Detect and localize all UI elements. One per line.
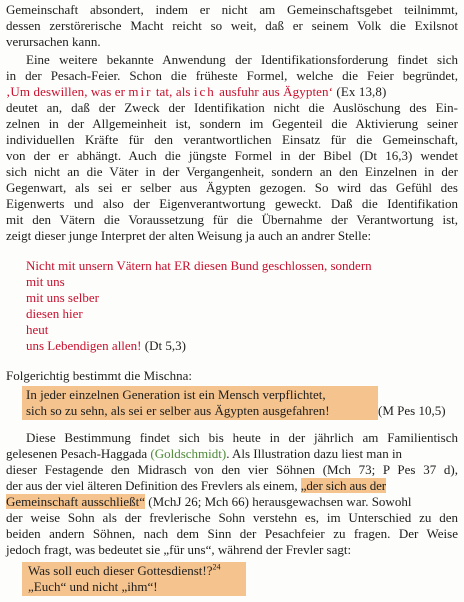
text-line: dessen zerstörerische Macht reicht so weit, daß er seinem Volk die Exilsnot: [6, 18, 458, 33]
highlighted-phrase: Gemeinschaft ausschließt“: [6, 494, 145, 509]
text-line: [6, 446, 458, 462]
text-line: verursachen kann.: [6, 34, 101, 49]
deut-quote-line: mit uns: [26, 274, 65, 289]
frevler-quote-line: Was soll euch dieser Gottesdienst!?$^{24}$: [28, 562, 221, 578]
footnote-marker: 24: [212, 562, 221, 572]
mischna-quote-line: sich so zu sehn, als sei er selber aus Ägypten ausgefahren!: [26, 403, 330, 418]
text-line: [6, 494, 458, 510]
text-fragment: (MchJ 26; Mch 66) herausgewachsen war. Sowohl: [144, 494, 412, 509]
deut-quote-line: heut: [26, 322, 49, 337]
text-line: Eigenwerts und also der Eigenverantwortung geweckt. Daß die Identifikation: [6, 196, 458, 211]
text-line: mit den Vätern die Voraussetzung für die Übernahme der Verantwortung ist,: [6, 212, 458, 227]
exodus-quote-emphasis: ich: [193, 84, 216, 99]
text-line: von der er abhängt. Auch die jüngste Formel in der Bibel (Dt 16,3) wendet: [6, 148, 458, 163]
frevler-quote-line: „Euch“ und nicht „ihm“!: [28, 579, 158, 594]
text-line: zeigt dieser junge Interpret der alten Weisung ja auch an andrer Stelle:: [6, 228, 372, 243]
text-line: in der Pesach-Feier. Schon die früheste Formel, welche die Feier begründet,: [6, 68, 458, 83]
deut-quote-line: mit uns selber: [26, 290, 99, 305]
text-line: sich nicht an die Väter in der Vergangenheit, sondern an den Einzelnen in der: [6, 164, 458, 179]
exodus-quote: ausfuhr aus Ägypten‘: [215, 84, 334, 99]
text-fragment: . Als Illustration dazu liest man in: [226, 446, 403, 461]
goldschmidt-reference: (Goldschmidt): [150, 446, 227, 461]
text-line: der weise Sohn als der frevlerische Sohn verstehn es, im Unterschied zu den: [6, 510, 458, 525]
text-line: dieser Festagende den Midrasch von den vier Söhnen (Mch 73; P Pes 37 d),: [6, 462, 458, 477]
text-line: beiden andern Söhnen, nach dem Sinn der Pesachfeier zu fragen. Der Weise: [6, 526, 458, 541]
text-line: Gegenwart, als sei er selber aus Ägypten gezogen. So wird das Gefühl des: [6, 180, 458, 195]
deut-quote: uns Lebendigen allen!: [26, 338, 142, 353]
mischna-quote-line: In jeder einzelnen Generation ist ein Mensch verpflichtet,: [26, 387, 326, 402]
text-fragment: gelesenen Pesach-Haggada: [6, 446, 151, 461]
exodus-quote: ‚Um deswillen, was er: [6, 84, 129, 99]
mischna-intro: Folgerichtig bestimmt die Mischna:: [6, 368, 192, 383]
mischna-reference: (M Pes 10,5): [378, 403, 446, 418]
text-line: individuellen Kräfte für den verantwortlichen Einsatz für die Gemeinschaft,: [6, 132, 458, 147]
text-line: Gemeinschaft absondert, indem er nicht am Gemeinschaftsgebet teilnimmt,: [6, 2, 458, 17]
text-fragment: der aus der viel älteren Definition des Frevlers als einem,: [6, 478, 301, 493]
highlighted-phrase: „der sich aus der: [300, 478, 386, 493]
text-line: [6, 478, 458, 494]
text-line: Eine weitere bekannte Anwendung der Identifikationsforderung findet sich: [26, 52, 458, 67]
deut-reference: (Dt 5,3): [141, 338, 186, 353]
deut-quote-line: [26, 338, 446, 354]
text-line: zelnen in der Allgemeinheit ist, sondern im Gegenteil die Aktivierung seiner: [6, 116, 458, 131]
deut-quote-line: diesen hier: [26, 306, 83, 321]
deut-quote-line: Nicht mit unsern Vätern hat ER diesen Bund geschlossen, sondern: [26, 258, 372, 273]
text-line: deutet an, daß der Zweck der Identifikation nicht die Auslöschung des Ein-: [6, 100, 458, 115]
text-line: Diese Bestimmung findet sich bis heute in der jährlich am Familientisch: [26, 430, 458, 445]
exodus-reference: (Ex 13,8): [333, 84, 387, 99]
text-line: jedoch fragt, was bedeutet sie „für uns“, während der Frevler sagt:: [6, 542, 352, 557]
exodus-quote: tat, als: [152, 84, 194, 99]
exodus-quote-emphasis: mir: [128, 84, 153, 99]
exodus-quote-line: [6, 84, 458, 100]
